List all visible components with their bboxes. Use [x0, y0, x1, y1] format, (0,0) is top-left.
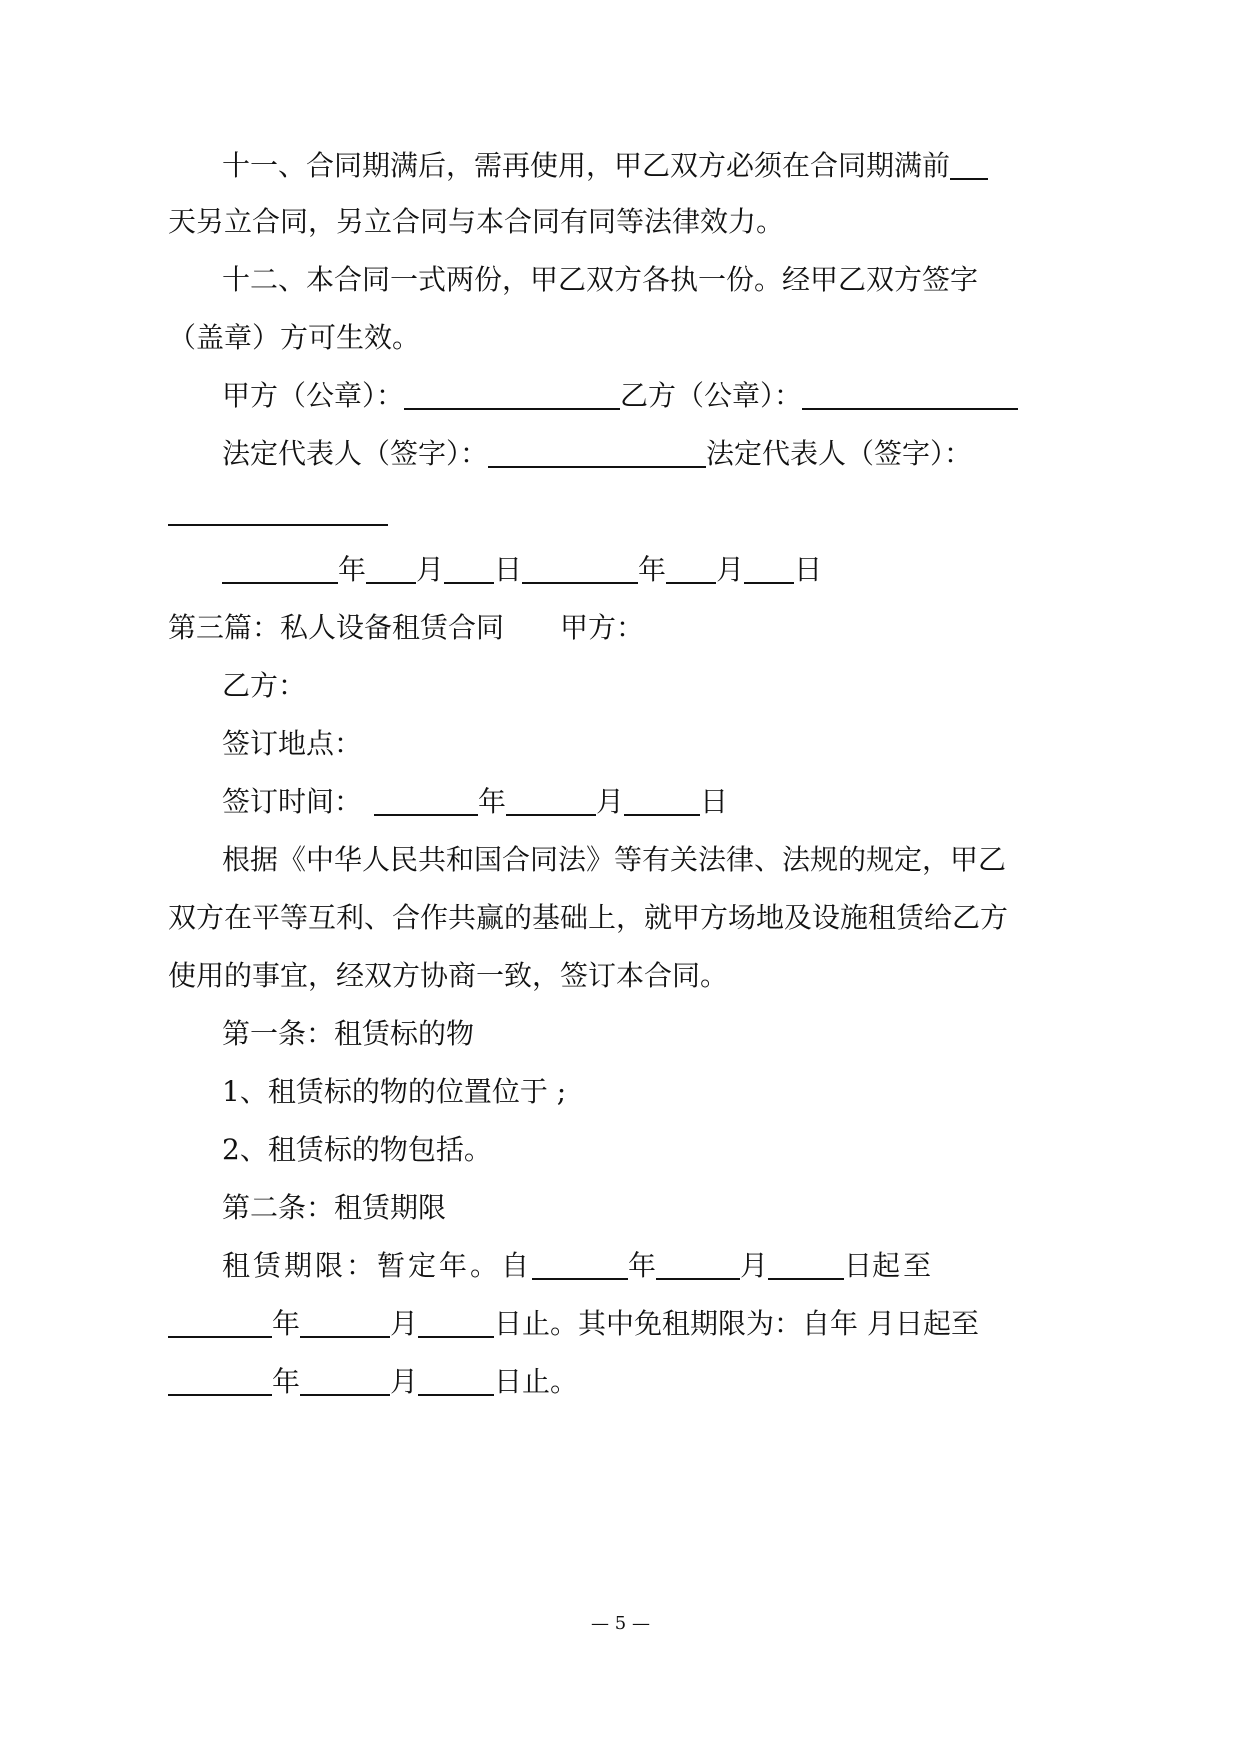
day-label: 日: [494, 553, 523, 586]
day-label: 日: [494, 1307, 523, 1340]
party-b-rep-label: 法定代表人（签字）：: [706, 437, 973, 470]
clause-12-line-2: [168, 314, 420, 362]
term-text: 租赁期限：暂定年。自: [222, 1249, 533, 1282]
year-label: 年: [628, 1249, 657, 1282]
blank: [168, 1364, 272, 1396]
intro-text-3: 使用的事宜，经双方协商一致，签订本合同。: [168, 959, 729, 992]
term-line-3: [168, 1358, 578, 1406]
intro-text: 根据《中华人民共和国合同法》等有关法律、法规的规定，甲乙: [222, 843, 1007, 876]
article-2-line: [222, 1184, 446, 1232]
party-a-rep-label: 法定代表人（签字）：: [222, 437, 489, 470]
clause-12-line-1: [222, 256, 978, 304]
blank: [768, 1248, 844, 1280]
year-label: 年: [638, 553, 667, 586]
blank: [656, 1248, 740, 1280]
article-1-item-1: 1、租赁标的物的位置位于 ;: [222, 1075, 567, 1108]
term-end: 止。其中免租期限为：自年 月日起至: [522, 1307, 979, 1340]
blank: [168, 1306, 272, 1338]
blank: [666, 552, 716, 584]
article-2-heading: 第二条：租赁期限: [222, 1191, 447, 1224]
blank: [744, 552, 794, 584]
rep-line: [222, 430, 972, 478]
section-heading-line: [168, 604, 644, 652]
article-1-item-1-line: [222, 1068, 566, 1116]
month-label: 月: [390, 1365, 419, 1398]
article-1-heading: 第一条：租赁标的物: [222, 1017, 475, 1050]
place-line: [222, 720, 362, 768]
blank: [522, 552, 638, 584]
day-label: 日: [494, 1365, 523, 1398]
clause-11-line-1: [222, 142, 988, 190]
clause-12-text-2: （盖章）方可生效。: [168, 321, 421, 354]
party-a-seal-blank: [404, 378, 620, 410]
year-label: 年: [272, 1365, 301, 1398]
month-label: 月: [740, 1249, 769, 1282]
party-b-seal-label: 乙方（公章）：: [620, 379, 803, 412]
party-b-rep-blank: [168, 494, 388, 526]
day-label: 日: [700, 785, 729, 818]
party-a-rep-blank: [488, 436, 706, 468]
blank: [624, 784, 700, 816]
clause-11-line-2: [168, 198, 784, 246]
intro-line-1: [222, 836, 1006, 884]
month-label: 月: [596, 785, 625, 818]
party-b-label: 乙方：: [222, 669, 307, 702]
blank: [222, 552, 338, 584]
year-label: 年: [272, 1307, 301, 1340]
party-b-seal-blank: [802, 378, 1018, 410]
blank: [418, 1364, 494, 1396]
clause-11-text-2: 天另立合同，另立合同与本合同有同等法律效力。: [168, 205, 785, 238]
intro-line-2: [168, 894, 1008, 942]
page-number: — 5 —: [591, 1613, 650, 1634]
clause-12-text: 十二、本合同一式两份，甲乙双方各执一份。经甲乙双方签字: [222, 263, 979, 296]
intro-line-3: [168, 952, 728, 1000]
year-label: 年: [338, 553, 367, 586]
article-1-item-2: 2、租赁标的物包括。: [222, 1133, 492, 1166]
blank: [366, 552, 416, 584]
rep-blank-line: [168, 488, 388, 536]
day-label: 日: [794, 553, 823, 586]
blank: [532, 1248, 628, 1280]
month-label: 月: [716, 553, 745, 586]
term-end-2: 止。: [522, 1365, 579, 1398]
article-1-line: [222, 1010, 474, 1058]
section-heading: 第三篇：私人设备租赁合同: [168, 611, 505, 644]
clause-11-text: 十一、合同期满后，需再使用，甲乙双方必须在合同期满前: [222, 149, 951, 182]
term-start: 起至: [872, 1249, 935, 1282]
time-line: [222, 778, 728, 826]
month-label: 月: [416, 553, 445, 586]
blank-days: [950, 148, 988, 180]
term-line-2: [168, 1300, 979, 1348]
article-1-item-2-line: [222, 1126, 492, 1174]
year-label: 年: [478, 785, 507, 818]
dates-line: [222, 546, 822, 594]
blank: [374, 784, 478, 816]
blank: [444, 552, 494, 584]
party-b-line: [222, 662, 306, 710]
party-a-label: 甲方：: [560, 611, 645, 644]
day-label: 日: [844, 1249, 873, 1282]
blank: [300, 1306, 390, 1338]
intro-text-2: 双方在平等互利、合作共赢的基础上，就甲方场地及设施租赁给乙方: [168, 901, 1009, 934]
time-label: 签订时间：: [222, 785, 363, 818]
blank: [418, 1306, 494, 1338]
blank: [300, 1364, 390, 1396]
month-label: 月: [390, 1307, 419, 1340]
term-line-1: [222, 1242, 934, 1290]
party-a-seal-label: 甲方（公章）：: [222, 379, 405, 412]
seal-line: [222, 372, 1018, 420]
place-label: 签订地点：: [222, 727, 363, 760]
blank: [506, 784, 596, 816]
